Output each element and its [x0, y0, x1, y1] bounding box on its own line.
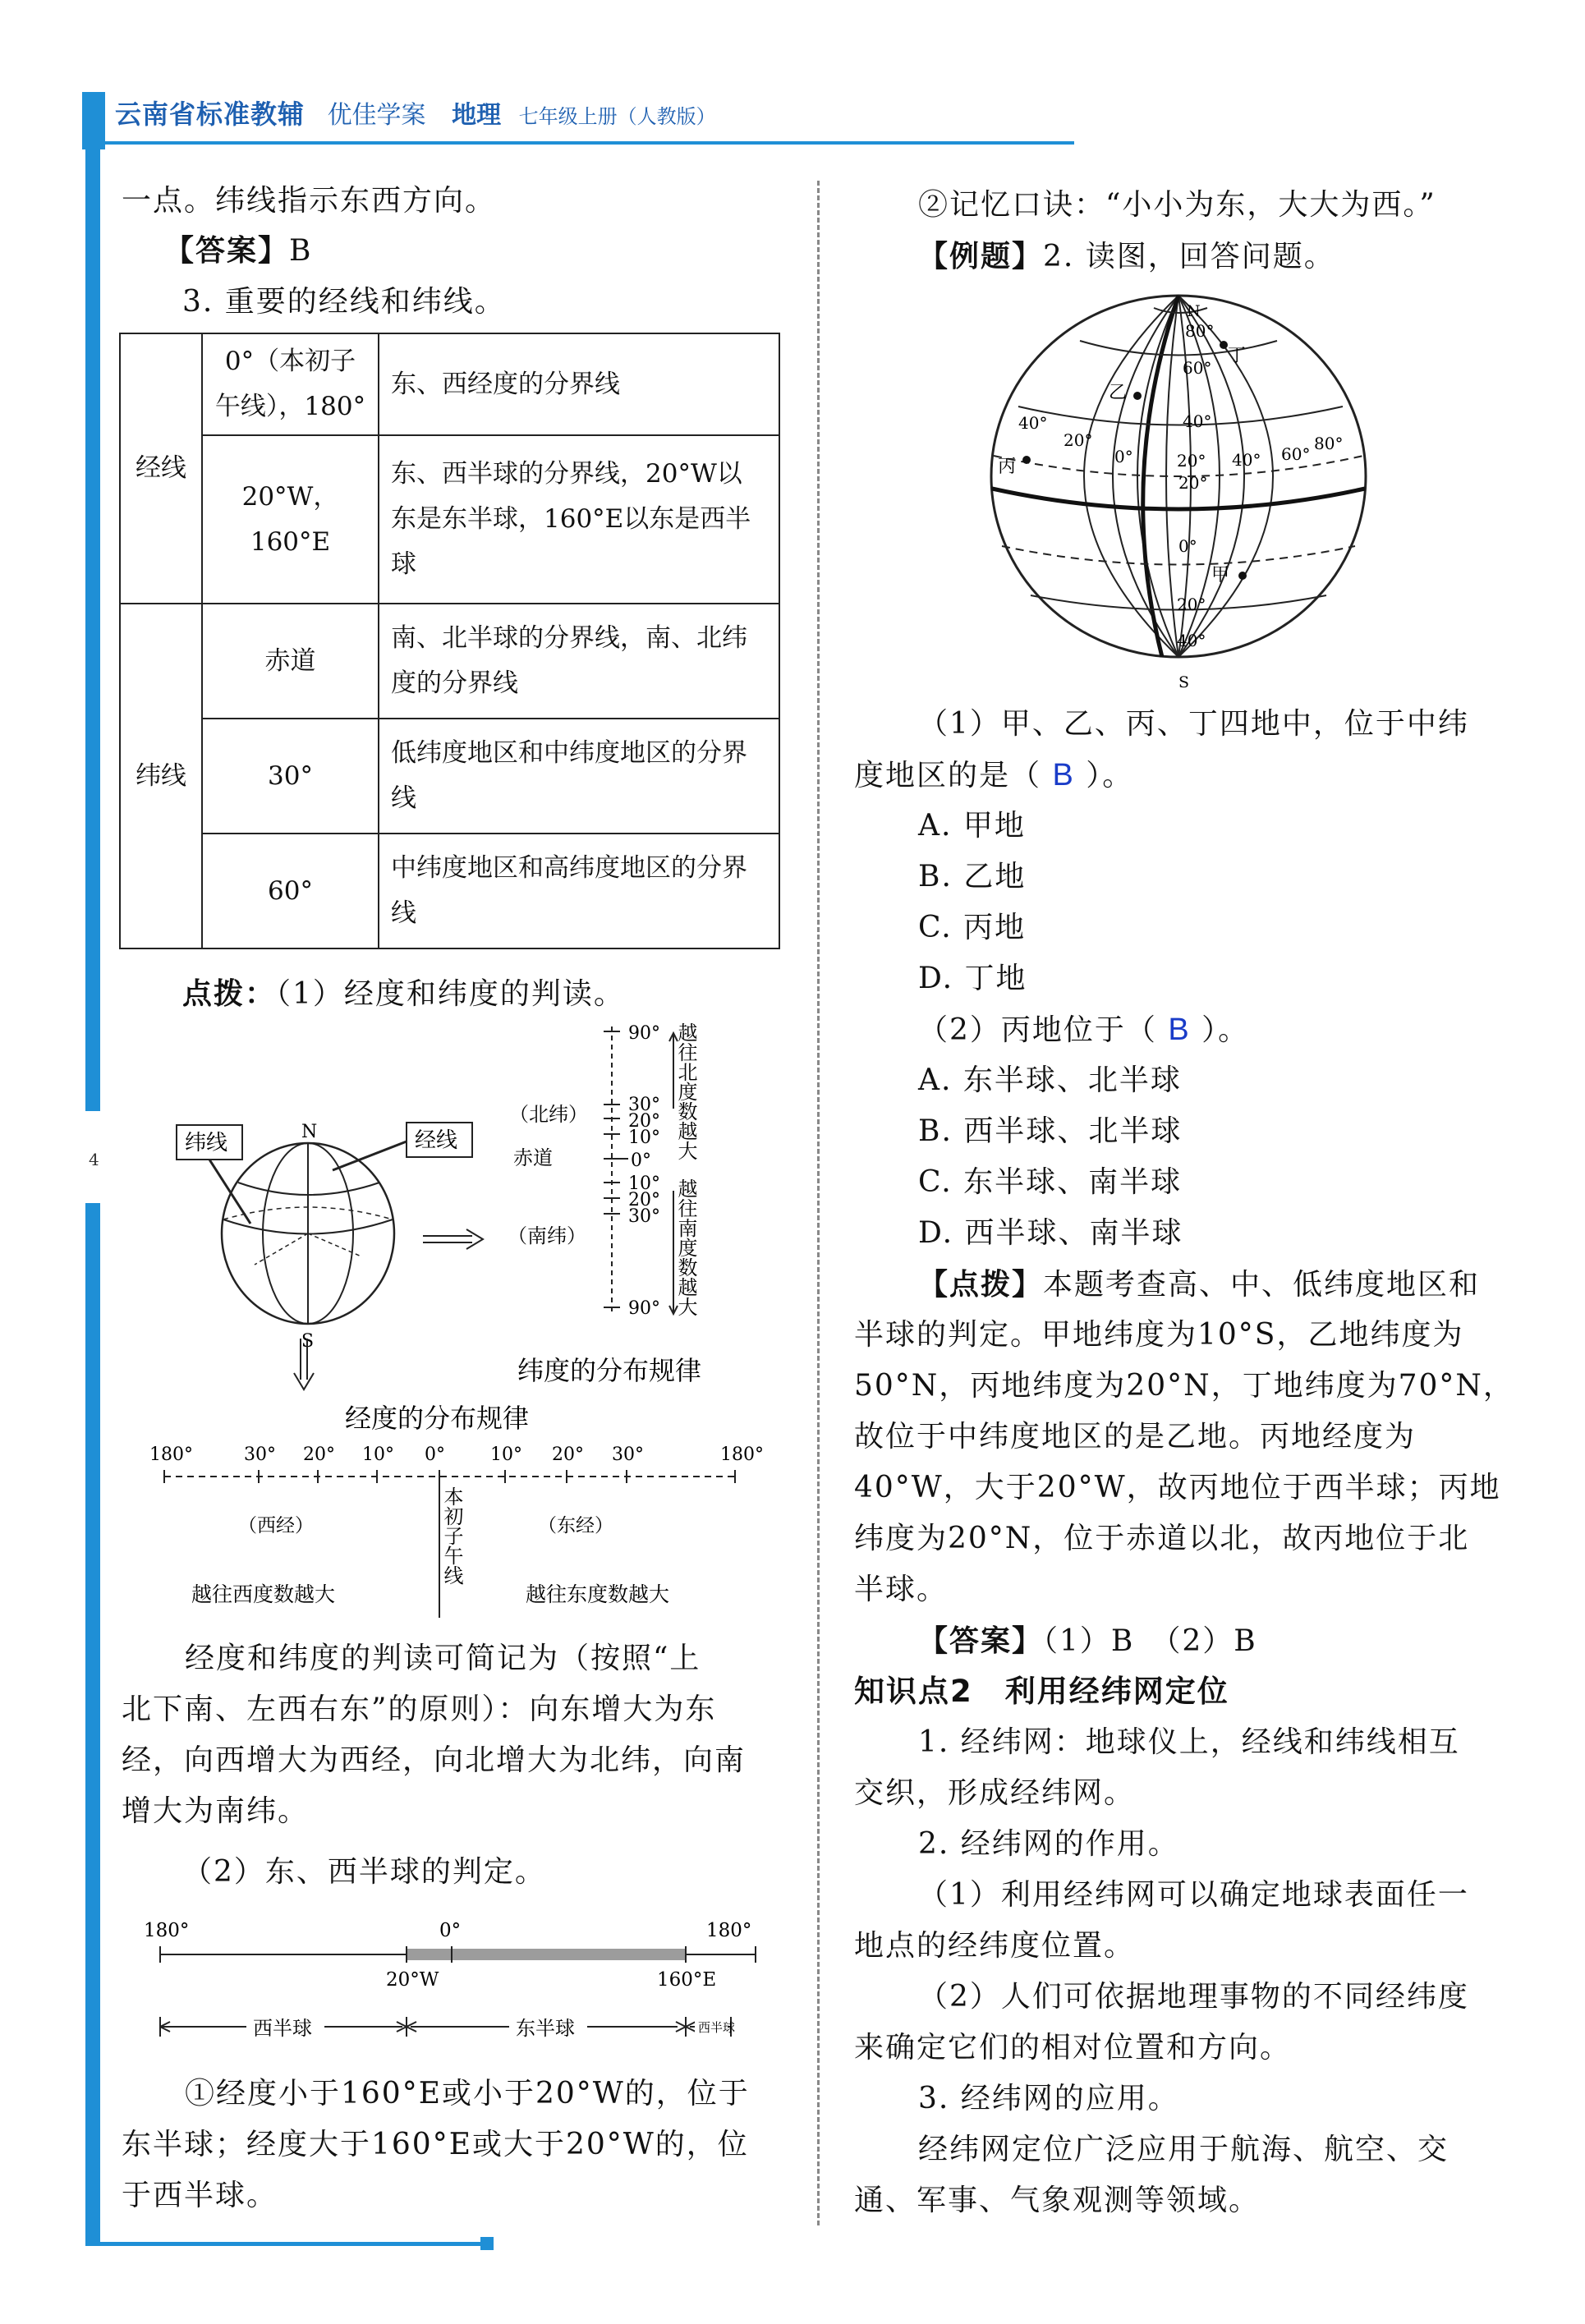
item-4: （1）利用经纬网可以确定地球表面任一 [918, 1878, 1469, 1912]
nan-label: （南纬） [508, 1224, 586, 1247]
table-cell-r5-val: 60° [202, 834, 379, 948]
down-text: 越往南度数越大 [674, 1178, 697, 1316]
table-cell-r2-desc: 东、西半球的分界线，20°W以东是东半球，160°E以东是西半球 [379, 435, 779, 604]
lon-tick-label: 0° [425, 1444, 445, 1465]
dianbo-r-l7: 半球。 [854, 1573, 949, 1606]
column-divider [817, 181, 820, 2225]
globe-bing: 丙 [998, 457, 1017, 477]
q2-answer: B [1168, 1013, 1191, 1047]
para1-l1: 经度和纬度的判读可简记为（按照“上 [185, 1642, 701, 1675]
answer-r-line [918, 1616, 1257, 1666]
globe-l40b: 40° [1018, 413, 1048, 433]
jingxian-pointer [333, 1141, 407, 1170]
table-cell-weixian: 纬线 [120, 604, 202, 948]
q2-option-b: B. 西半球、北半球 [918, 1114, 1183, 1148]
item-10: 通、军事、气象观测等领域。 [854, 2184, 1261, 2217]
globe-bing-dot [1022, 456, 1031, 464]
h-t160e: 160°E [657, 1969, 717, 1991]
q2-option-c: C. 东半球、南半球 [918, 1165, 1183, 1199]
header-rule [105, 141, 1074, 145]
rule-l3: 于西半球。 [122, 2179, 278, 2212]
globe-l20b: 20° [1177, 451, 1206, 471]
table-cell-r4-val: 30° [202, 719, 379, 834]
para1-l3: 经，向西增大为西经，向北增大为北纬，向南 [122, 1743, 747, 1777]
q2-option-d: D. 西半球、南半球 [918, 1216, 1183, 1250]
dianbo-r-l5: 40°W，大于20°W，故丙地位于西半球；丙地 [854, 1471, 1501, 1504]
h-t20w: 20°W [386, 1969, 439, 1991]
mnemonic: ②记忆口诀：“小小为东，大大为西。” [918, 188, 1436, 222]
h-east: 东半球 [516, 2017, 575, 2040]
q2-close: ）。 [1201, 1013, 1250, 1047]
item-8: 3. 经纬网的应用。 [918, 2082, 1179, 2115]
h-t0: 0° [439, 1920, 462, 1941]
globe-l0b: 0° [1178, 536, 1197, 556]
sub2-title: （2）东、西半球的判定。 [182, 1855, 546, 1889]
globe-l20c: 20° [1178, 473, 1208, 493]
header-grade: 七年级上册（人教版） [518, 105, 716, 128]
header-subject: 地理 [452, 101, 502, 130]
section-3-title: 3. 重要的经线和纬线。 [182, 285, 506, 319]
table-cell-r2-val: 20°W，160°E [202, 435, 379, 604]
rule-l1: ①经度小于160°E或小于20°W的，位于 [185, 2077, 750, 2110]
left-answer [164, 226, 312, 276]
globe-l60b: 60° [1281, 444, 1311, 464]
q2-option-a: A. 东半球、北半球 [918, 1063, 1182, 1097]
tick-20s: 20° [628, 1190, 660, 1210]
lon-tick-label: 20° [552, 1444, 584, 1465]
knowledge-point-2-title: 知识点2 利用经纬网定位 [854, 1674, 1229, 1709]
table-cell-r5-desc: 中纬度地区和高纬度地区的分界线 [379, 834, 779, 948]
example-text: 2. 读图，回答问题。 [1043, 240, 1335, 273]
globe-l40c: 40° [1232, 450, 1261, 470]
lon-tick-label: 20° [303, 1444, 335, 1465]
lon-tick-label: 10° [490, 1444, 522, 1465]
left-line1: 一点。纬线指示东西方向。 [122, 184, 497, 218]
globe-jia: 甲 [1211, 565, 1230, 586]
tick-90n: 90° [628, 1023, 660, 1044]
item-3: 2. 经纬网的作用。 [918, 1827, 1179, 1861]
item-7: 来确定它们的相对位置和方向。 [854, 2031, 1292, 2065]
item-2: 交织，形成经纬网。 [854, 1776, 1136, 1810]
globe-parallel-60 [1080, 341, 1277, 356]
side-rule-top [85, 146, 100, 1111]
h-t180a: 180° [144, 1920, 190, 1941]
h-west: 西半球 [253, 2017, 312, 2040]
globe-ding-dot [1220, 341, 1228, 349]
lon-tick-label: 180° [149, 1444, 193, 1465]
globe-jia-dot [1238, 572, 1247, 580]
globe-parallel-40 [1018, 406, 1343, 425]
bei-label: （北纬） [509, 1103, 588, 1126]
q1-option-d: D. 丁地 [918, 962, 1027, 995]
item-1: 1. 经纬网：地球仪上，经线和纬线相互 [918, 1725, 1460, 1759]
rule-l2: 东半球；经度大于160°E或大于20°W的，位 [122, 2128, 749, 2161]
para1-l4: 增大为南纬。 [122, 1794, 310, 1828]
hemisphere-figure [140, 1913, 772, 2053]
q1-l1: （1）甲、乙、丙、丁四地中，位于中纬 [918, 707, 1469, 741]
west-label: （西经） [238, 1515, 314, 1536]
q2-line [918, 1005, 1249, 1055]
weixian-label: 纬线 [185, 1131, 228, 1155]
q1-stem: 度地区的是（ [854, 759, 1042, 792]
globe-l0a: 0° [1114, 447, 1133, 466]
answer-label: 【答案】 [164, 233, 290, 268]
h-west2: 西半球 [698, 2020, 736, 2035]
header [115, 94, 716, 131]
item-6: （2）人们可依据地理事物的不同经纬度 [918, 1980, 1469, 2014]
answer-r-label: 【答案】 [918, 1624, 1044, 1658]
lon-tick-label: 30° [612, 1444, 644, 1465]
globe-l80b: 80° [1314, 434, 1344, 453]
tick-20n: 20° [628, 1111, 660, 1132]
jingxian-label: 经线 [415, 1128, 458, 1153]
table-cell-r4-desc: 低纬度地区和中纬度地区的分界线 [379, 719, 779, 834]
table-cell-jingxian: 经线 [120, 333, 202, 604]
dianbo-r-label: 【点拨】 [918, 1267, 1044, 1302]
key-lines-table [119, 333, 780, 949]
dianbo-r-l3: 50°N，丙地纬度为20°N，丁地纬度为70°N， [854, 1369, 1514, 1403]
example-line [918, 232, 1335, 282]
header-brand: 云南省标准教辅 [115, 99, 306, 130]
chidao-label: 赤道 [513, 1146, 553, 1169]
example-label: 【例题】 [918, 239, 1044, 273]
q1-option-b: B. 乙地 [918, 860, 1027, 893]
item-5: 地点的经纬度位置。 [854, 1929, 1136, 1963]
lat-caption: 纬度的分布规律 [517, 1355, 702, 1386]
east-text: 越往东度数越大 [526, 1582, 670, 1606]
dianbo-r-l6: 纬度为20°N，位于赤道以北，故丙地位于北 [854, 1522, 1470, 1555]
east-label: （东经） [538, 1515, 613, 1536]
tick-30s: 30° [628, 1206, 660, 1227]
dianbo-label: 点拨： [182, 976, 277, 1011]
globe-l80: 80° [1185, 321, 1215, 341]
side-rule-bottom [85, 1203, 100, 2246]
header-accent-bar [82, 92, 105, 149]
east-hemisphere-bar [407, 1949, 686, 1960]
table-cell-r1-val: 0°（本初子午线），180° [202, 333, 379, 435]
tick-90s: 90° [628, 1298, 660, 1319]
dianbo-r-l1 [918, 1260, 1480, 1310]
globe-ding: 丁 [1228, 346, 1247, 366]
west-text: 越往西度数越大 [191, 1582, 336, 1606]
header-series: 优佳学案 [327, 101, 426, 130]
lon-tick-label: 180° [720, 1444, 764, 1465]
weixian-pointer [209, 1160, 250, 1224]
lon-tick-label: 10° [362, 1444, 394, 1465]
lon-caption: 经度的分布规律 [345, 1403, 530, 1434]
table-cell-r3-val: 赤道 [202, 604, 379, 719]
globe-l40d: 40° [1177, 631, 1206, 650]
q1-close: ）。 [1086, 759, 1134, 792]
q1-answer: B [1052, 758, 1075, 792]
globe-yi: 乙 [1109, 383, 1128, 403]
dianbo-r-text: 本题考查高、中、低纬度地区和 [1043, 1268, 1481, 1302]
answer-value: B [289, 234, 313, 268]
lon-tick-label: 30° [244, 1444, 276, 1465]
q2-stem: （2）丙地位于（ [918, 1013, 1157, 1047]
footer-square [480, 2237, 494, 2250]
lat-lon-figure [156, 1018, 780, 1437]
dianbo-r-l2: 半球的判定。甲地纬度为10°S，乙地纬度为 [854, 1318, 1464, 1352]
tick-30n: 30° [628, 1095, 660, 1115]
globe-figure [981, 292, 1376, 694]
meridian-label: 本初子午线 [440, 1486, 463, 1585]
para1-l2: 北下南、左西右东”的原则）：向东增大为东 [122, 1692, 717, 1726]
globe-l20d: 20° [1177, 595, 1206, 614]
longitude-scale-figure [144, 1437, 768, 1626]
globe-l20a: 20° [1064, 430, 1093, 450]
page-number: 4 [89, 1150, 99, 1169]
q1-option-c: C. 丙地 [918, 911, 1027, 944]
globe-l60: 60° [1183, 358, 1212, 378]
globe-n: N [1187, 302, 1201, 320]
globe-l40a: 40° [1183, 411, 1212, 431]
lat-ticks [604, 1031, 628, 1307]
h-t180b: 180° [706, 1920, 752, 1941]
dianbo-r-l4: 故位于中纬度地区的是乙地。丙地经度为 [854, 1420, 1417, 1454]
tick-10n: 10° [628, 1128, 660, 1148]
small-globe-n: N [301, 1122, 318, 1142]
table-cell-r3-desc: 南、北半球的分界线，南、北纬度的分界线 [379, 604, 779, 719]
small-globe-s: S [301, 1331, 315, 1352]
tick-10s: 10° [628, 1173, 660, 1194]
q1-l2 [854, 751, 1133, 801]
dianbo-line [182, 969, 625, 1019]
q1-option-a: A. 甲地 [918, 809, 1026, 843]
answer-r-text: （1）B （2）B [1043, 1624, 1257, 1658]
tick-0: 0° [631, 1151, 651, 1171]
footer-rule [85, 2242, 488, 2246]
dianbo-text: （1）经度和纬度的判读。 [276, 977, 625, 1011]
globe-yi-dot [1133, 392, 1142, 400]
table-cell-r1-desc: 东、西经度的分界线 [379, 333, 779, 435]
globe-s: S [1178, 673, 1190, 691]
item-9: 经纬网定位广泛应用于航海、航空、交 [918, 2133, 1449, 2166]
up-text: 越往北度数越大 [674, 1022, 697, 1160]
right-arrow [423, 1229, 483, 1249]
